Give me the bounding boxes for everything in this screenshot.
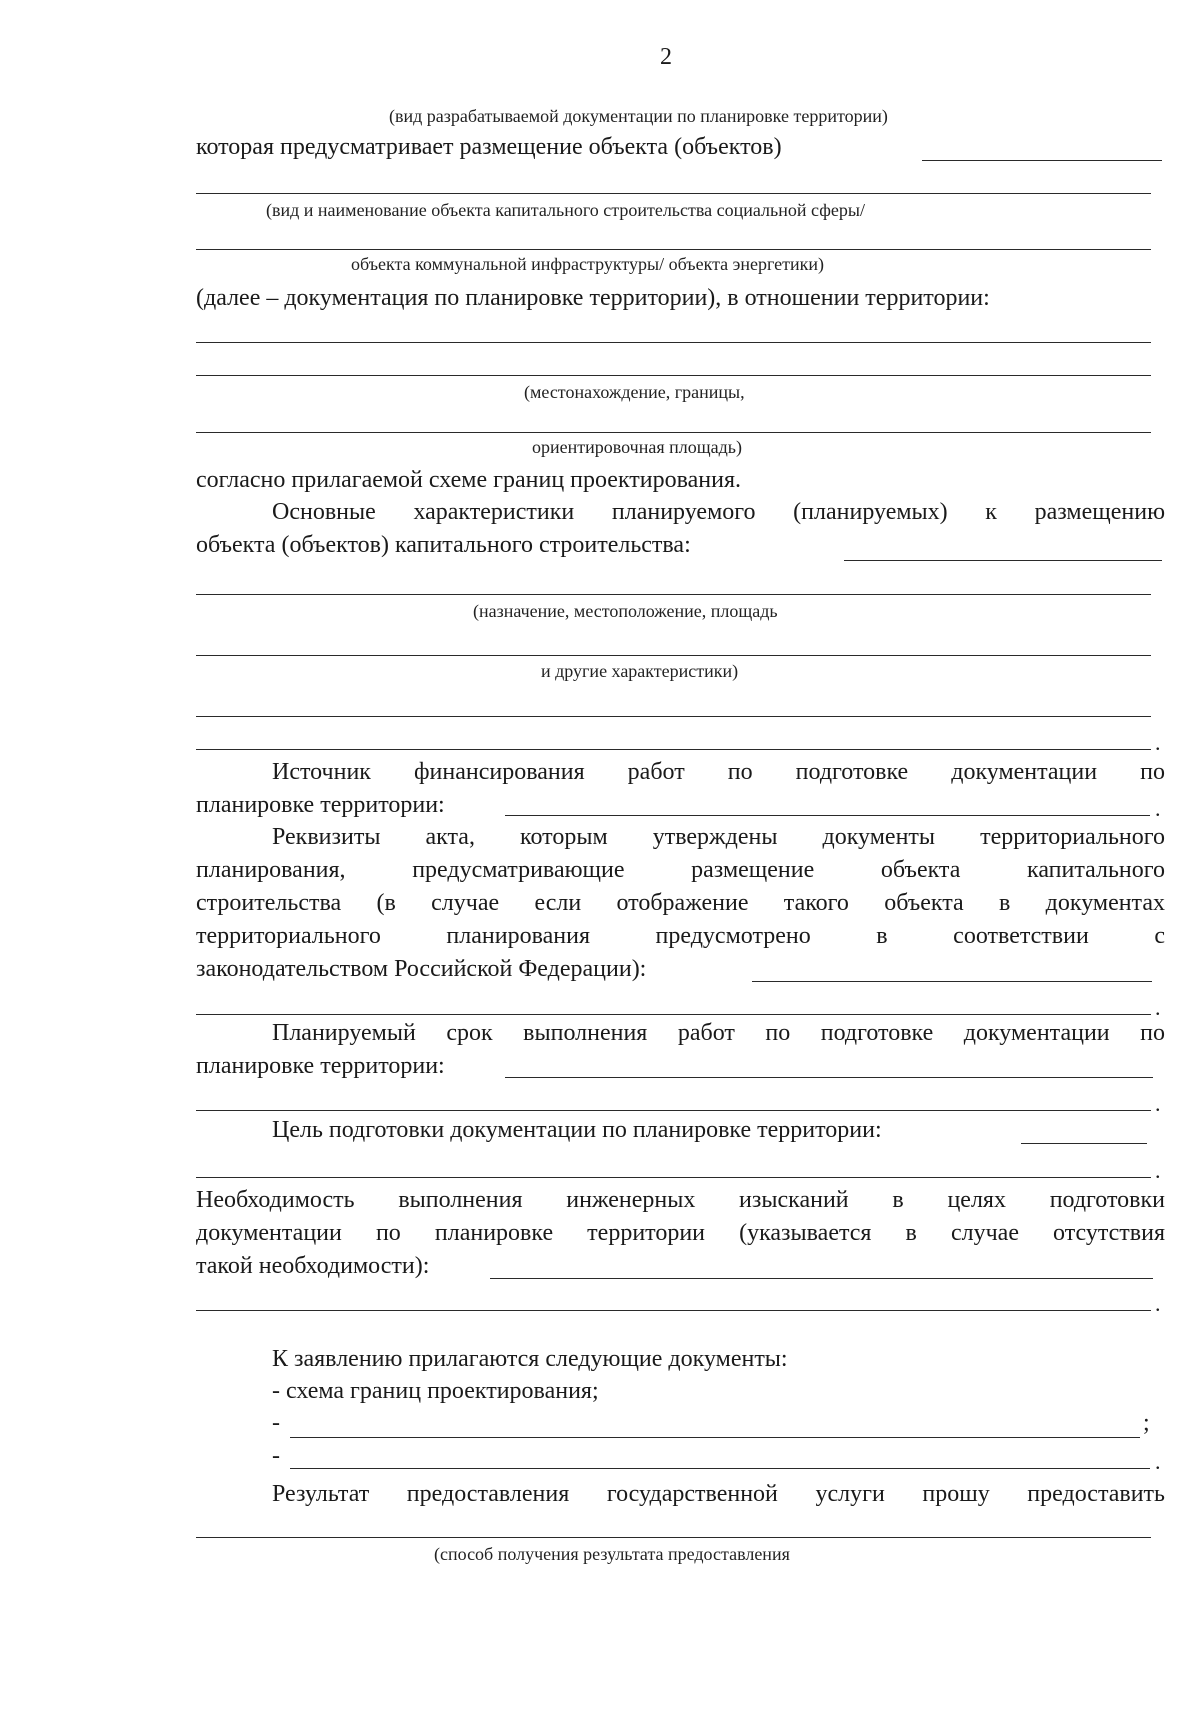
act-line-3: строительства (в случае если отображение такого объекта в документах	[196, 890, 1165, 916]
caption-purpose-1: (назначение, местоположение, площадь	[473, 601, 778, 621]
attachments-end-dot: .	[1155, 1449, 1161, 1474]
scheme-line-text: согласно прилагаемой схеме границ проектирования.	[196, 467, 742, 493]
act-line-4: территориального планирования предусмотрено в соответствии с	[196, 923, 1165, 949]
deadline-blank-line-1[interactable]	[505, 1077, 1153, 1078]
goal-line-text: Цель подготовки документации по планировке территории:	[272, 1117, 882, 1143]
object-blank-line[interactable]	[922, 160, 1162, 161]
attachments-item-scheme: - схема границ проектирования;	[272, 1378, 599, 1404]
attachments-dash-1: -	[272, 1410, 280, 1436]
object-blank-line-2[interactable]	[196, 193, 1151, 194]
territory-blank-line-1[interactable]	[196, 342, 1151, 343]
financing-blank-line[interactable]	[505, 815, 1150, 816]
surveys-blank-line-2[interactable]	[196, 1310, 1151, 1311]
surveys-line-2: документации по планировке территории (указывается в случае отсутствия	[196, 1220, 1165, 1246]
goal-blank-line-2[interactable]	[196, 1177, 1151, 1178]
deadline-line-1: Планируемый срок выполнения работ по подготовке документации по	[272, 1020, 1165, 1046]
caption-object-2: объекта коммунальной инфраструктуры/ объекта энергетики)	[351, 254, 825, 274]
territory-blank-line-3[interactable]	[196, 432, 1151, 433]
caption-location-2: ориентировочная площадь)	[532, 437, 742, 457]
caption-location-1: (местонахождение, границы,	[524, 382, 745, 402]
characteristics-blank-line-2[interactable]	[196, 594, 1151, 595]
object-line-text: которая предусматривает размещение объекта (объектов)	[196, 134, 782, 160]
caption-doc-type: (вид разрабатываемой документации по планировке территории)	[389, 106, 888, 126]
attachments-blank-line-1[interactable]	[290, 1437, 1140, 1438]
financing-line-1: Источник финансирования работ по подготовке документации по	[272, 759, 1165, 785]
act-line-5: законодательством Российской Федерации):	[196, 956, 647, 982]
deadline-blank-line-2[interactable]	[196, 1110, 1151, 1111]
act-line-2: планирования, предусматривающие размещение объекта капитального	[196, 857, 1165, 883]
act-blank-line-2[interactable]	[196, 1014, 1151, 1015]
surveys-line-1: Необходимость выполнения инженерных изысканий в целях подготовки	[196, 1187, 1165, 1213]
caption-result: (способ получения результата предоставления	[434, 1544, 790, 1564]
financing-end-dot: .	[1155, 796, 1161, 821]
deadline-end-dot: .	[1155, 1091, 1161, 1116]
surveys-blank-line-1[interactable]	[490, 1278, 1153, 1279]
result-blank-line[interactable]	[196, 1537, 1151, 1538]
financing-line-2: планировке территории:	[196, 792, 445, 818]
attachments-blank-line-2[interactable]	[290, 1468, 1150, 1469]
act-blank-line-1[interactable]	[752, 981, 1152, 982]
further-line-text: (далее – документация по планировке территории), в отношении территории:	[196, 285, 990, 311]
characteristics-blank-line-5[interactable]	[196, 749, 1151, 750]
attachments-semicolon: ;	[1143, 1410, 1150, 1436]
territory-blank-line-2[interactable]	[196, 375, 1151, 376]
surveys-end-dot: .	[1155, 1291, 1161, 1316]
characteristics-line-1: Основные характеристики планируемого (планируемых) к размещению	[272, 499, 1165, 525]
attachments-intro: К заявлению прилагаются следующие документы:	[272, 1346, 788, 1372]
result-line-text: Результат предоставления государственной услуги прошу предоставить	[272, 1481, 1165, 1507]
goal-end-dot: .	[1155, 1158, 1161, 1183]
act-end-dot: .	[1155, 995, 1161, 1020]
caption-object-1: (вид и наименование объекта капитального строительства социальной сферы/	[266, 200, 865, 220]
characteristics-blank-line-3[interactable]	[196, 655, 1151, 656]
attachments-dash-2: -	[272, 1443, 280, 1469]
goal-blank-line-1[interactable]	[1021, 1143, 1147, 1144]
characteristics-line-2: объекта (объектов) капитального строительства:	[196, 532, 691, 558]
page-number: 2	[660, 44, 672, 70]
characteristics-end-dot: .	[1155, 730, 1161, 755]
caption-purpose-2: и другие характеристики)	[541, 661, 739, 681]
surveys-line-3: такой необходимости):	[196, 1253, 430, 1279]
object-blank-line-3[interactable]	[196, 249, 1151, 250]
characteristics-blank-line-1[interactable]	[844, 560, 1162, 561]
deadline-line-2: планировке территории:	[196, 1053, 445, 1079]
characteristics-blank-line-4[interactable]	[196, 716, 1151, 717]
act-line-1: Реквизиты акта, которым утверждены документы территориального	[272, 824, 1165, 850]
